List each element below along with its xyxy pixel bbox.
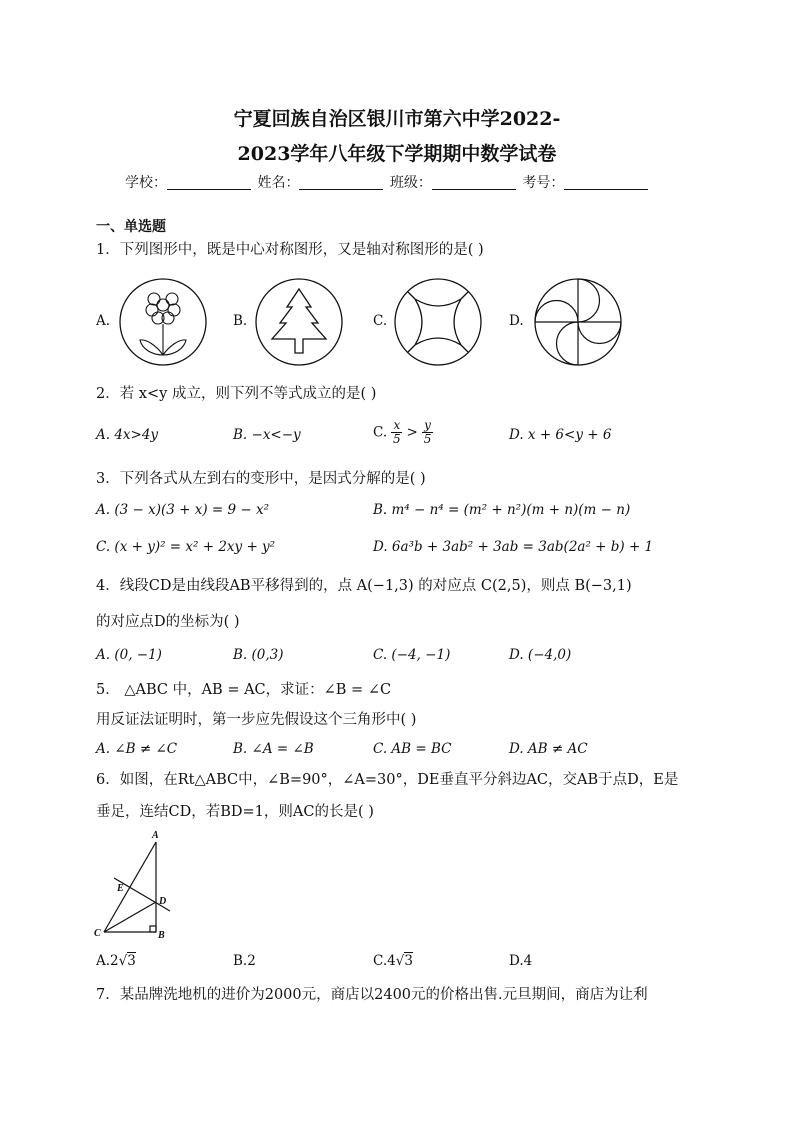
- question-4-line1: 4．线段CD是由线段AB平移得到的，点 A(−1,3) 的对应点 C(2,5)，则点 B(−3,1): [96, 578, 632, 594]
- q6-option-c: [373, 953, 413, 969]
- figure-label-d: D: [159, 896, 167, 907]
- q1-option-b-label: B.: [233, 313, 248, 329]
- q2-option-a: A. 4x>4y: [96, 427, 159, 443]
- q1-option-d-label: D.: [509, 313, 524, 329]
- q6-option-a-label: A.2: [96, 953, 119, 969]
- q5-option-d: D. AB ≠ AC: [509, 741, 588, 757]
- q2-option-d: D. x + 6<y + 6: [509, 427, 612, 443]
- q6-option-c-label: C.4: [373, 953, 396, 969]
- q2-option-c-right-fraction: [422, 419, 433, 446]
- sqrt-icon: √: [395, 953, 405, 969]
- q1-option-c-label: C.: [373, 313, 388, 329]
- q5-option-b: B. ∠A = ∠B: [233, 741, 314, 757]
- pinwheel-figure: [533, 277, 623, 367]
- class-blank: [432, 175, 516, 190]
- q3-option-d: D. 6a³b + 3ab² + 3ab = 3ab(2a² + b) + 1: [373, 539, 654, 555]
- question-4-line2: 的对应点D的坐标为( ): [96, 614, 240, 630]
- question-3-text: 3．下列各式从左到右的变形中，是因式分解的是( ): [96, 471, 426, 487]
- class-label: 班级：: [389, 175, 432, 191]
- page-title-line1: 宁夏回族自治区银川市第六中学2022-: [233, 108, 561, 130]
- q6-option-b: B.2: [233, 953, 256, 969]
- q2-option-c-label: C.: [373, 424, 388, 441]
- q1-option-a-label: A.: [96, 313, 111, 329]
- q2-option-b: B. −x<−y: [233, 427, 301, 443]
- question-2-text: 2．若 x<y 成立，则下列不等式成立的是( ): [96, 386, 377, 402]
- q5-option-a: A. ∠B ≠ ∠C: [96, 741, 178, 757]
- concave-square-figure: [393, 277, 483, 367]
- student-info-row: [125, 172, 650, 192]
- question-6-line1: 6．如图，在Rt△ABC中，∠B=90°，∠A=30°，DE垂直平分斜边AC，交AB于点D，E是: [96, 772, 679, 788]
- question-5-line1: 5． △ABC 中，AB = AC，求证：∠B = ∠C: [96, 682, 392, 698]
- q6-option-a: [96, 953, 136, 969]
- q2-option-c-left-fraction: [391, 419, 402, 446]
- q4-option-a: A. (0, −1): [96, 647, 162, 663]
- name-label: 姓名：: [257, 175, 300, 191]
- question-7-text: 7．某品牌洗地机的进价为2000元，商店以2400元的价格出售.元旦期间，商店为让利: [96, 987, 648, 1003]
- triangle-figure: [92, 828, 182, 943]
- section-title: 一、单选题: [96, 219, 166, 235]
- figure-label-b: B: [158, 930, 165, 941]
- fraction-numerator: y: [424, 418, 431, 432]
- question-5-line2: 用反证法证明时，第一步应先假设这个三角形中( ): [96, 712, 417, 728]
- q3-option-a: A. (3 − x)(3 + x) = 9 − x²: [96, 502, 269, 518]
- flower-figure: [118, 277, 208, 367]
- exam-number-label: 考号：: [522, 175, 565, 191]
- school-label: 学校：: [125, 175, 167, 191]
- q3-option-c: C. (x + y)² = x² + 2xy + y²: [96, 539, 276, 555]
- tree-figure: [254, 277, 344, 367]
- q6-option-d: D.4: [509, 953, 533, 969]
- q2-option-c: [373, 419, 433, 446]
- name-blank: [299, 175, 383, 190]
- page-title-line2: 2023学年八年级下学期期中数学试卷: [237, 143, 557, 165]
- figure-label-a: A: [152, 830, 159, 841]
- question-6-line2: 垂足，连结CD，若BD=1，则AC的长是( ): [96, 804, 374, 820]
- q4-option-c: C. (−4, −1): [373, 647, 451, 663]
- fraction-denominator: 5: [393, 432, 401, 446]
- sqrt-icon: √: [118, 953, 128, 969]
- q4-option-b: B. (0,3): [233, 647, 284, 663]
- q3-option-b: B. m⁴ − n⁴ = (m² + n²)(m + n)(m − n): [373, 502, 631, 518]
- sqrt-radicand: 3: [127, 953, 136, 969]
- fraction-numerator: x: [393, 418, 401, 432]
- q5-option-c: C. AB = BC: [373, 741, 452, 757]
- q2-option-c-operator: >: [406, 424, 418, 441]
- question-1-text: 1．下列图形中，既是中心对称图形，又是轴对称图形的是( ): [96, 242, 484, 258]
- figure-label-e: E: [117, 883, 124, 894]
- school-blank: [167, 175, 251, 190]
- exam-number-blank: [564, 175, 648, 190]
- figure-label-c: C: [94, 928, 101, 939]
- q4-option-d: D. (−4,0): [509, 647, 572, 663]
- fraction-denominator: 5: [423, 432, 432, 446]
- sqrt-radicand: 3: [404, 953, 413, 969]
